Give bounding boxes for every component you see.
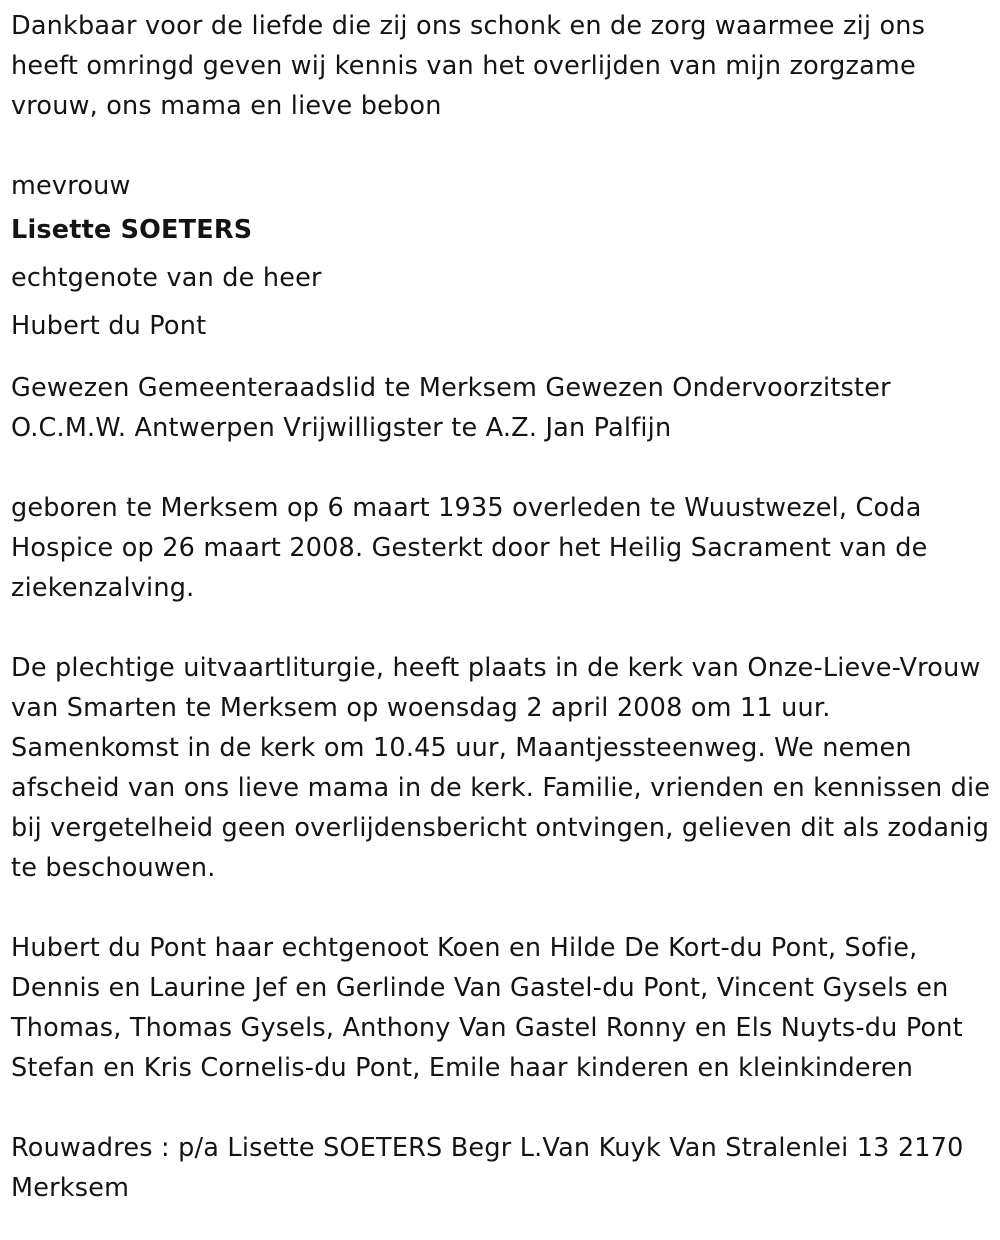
deceased-name: Lisette SOETERS — [11, 215, 253, 245]
family-paragraph: Hubert du Pont haar echtgenoot Koen en Hilde De Kort-du Pont, Sofie, Dennis en Laurine Jef en Gerlinde Van Gastel-du Pont, Vincent Gysels en Thomas, Thomas Gysels, Anthony Van Gastel Ronny en Els Nuyts-du Pont Stefan en Kris Cornelis-du Pont, Emile haar kinderen en kleinkinderen — [11, 933, 963, 1083]
roles-paragraph: Gewezen Gemeenteraadslid te Merksem Gewezen Ondervoorzitster O.C.M.W. Antwerpen Vrijwilligster te A.Z. Jan Palfijn — [11, 373, 891, 443]
spacer — [11, 888, 991, 928]
funeral-paragraph: De plechtige uitvaartliturgie, heeft plaats in de kerk van Onze-Lieve-Vrouw van Smarten te Merksem op woensdag 2 april 2008 om 11 uur. Samenkomst in de kerk om 10.45 uur, Maantjessteenweg. We nemen afscheid van ons lieve mama in de kerk. Familie, vrienden en kennissen die bij vergetelheid geen overlijdensbericht ontvingen, gelieven dit als zodanig te beschouwen. — [11, 653, 991, 883]
spouse-label: echtgenote van de heer — [11, 263, 322, 293]
address-paragraph: Rouwadres : p/a Lisette SOETERS Begr L.Van Kuyk Van Stralenlei 13 2170 Merksem — [11, 1133, 964, 1203]
spacer — [11, 126, 991, 166]
intro-paragraph: Dankbaar voor de liefde die zij ons schonk en de zorg waarmee zij ons heeft omringd geven wij kennis van het overlijden van mijn zorgzame vrouw, ons mama en lieve bebon — [11, 11, 926, 121]
birth-death-paragraph: geboren te Merksem op 6 maart 1935 overleden te Wuustwezel, Coda Hospice op 26 maart 2008. Gesterkt door het Heilig Sacrament van de ziekenzalving. — [11, 493, 928, 603]
spouse-name: Hubert du Pont — [11, 311, 207, 341]
spacer — [11, 1088, 991, 1128]
spacer — [11, 448, 991, 488]
title-prefix: mevrouw — [11, 171, 131, 201]
spacer — [11, 350, 991, 368]
spacer — [11, 608, 991, 648]
obituary-document — [11, 6, 991, 1208]
